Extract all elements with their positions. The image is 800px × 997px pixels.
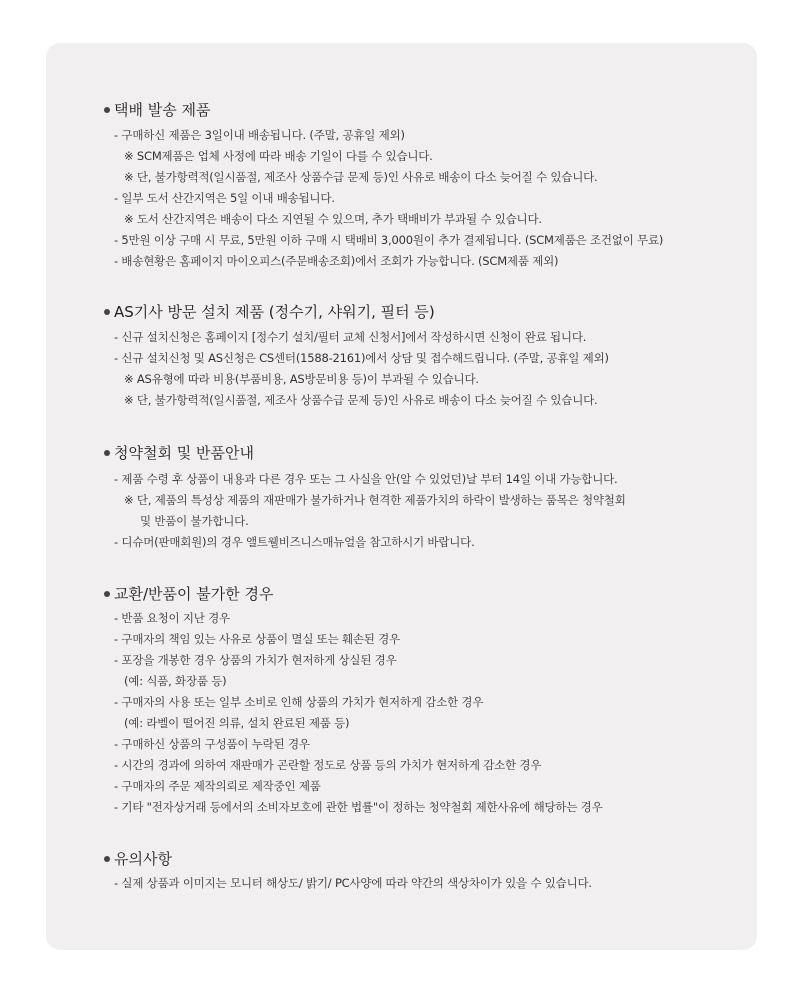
notice-line: - 반품 요청이 지난 경우 xyxy=(114,611,230,625)
notice-line: - 제품 수령 후 상품이 내용과 다른 경우 또는 그 사실을 안(알 수 있었던)날 부터 14일 이내 가능합니다. xyxy=(114,472,618,486)
notice-line: - 일부 도서 산간지역은 5일 이내 배송됩니다. xyxy=(114,191,335,205)
notice-line: - 구매하신 제품은 3일이내 배송됩니다. (주말, 공휴일 제외) xyxy=(114,128,405,142)
notice-line: ※ 단, 제품의 특성상 제품의 재판매가 불가하거나 현격한 제품가치의 하락이 발생하는 품목은 청약철회 xyxy=(124,493,626,507)
notice-line: ※ 단, 불가항력적(일시품절, 제조사 상품수급 문제 등)인 사유로 배송이 다소 늦어질 수 있습니다. xyxy=(124,393,598,407)
notice-card xyxy=(46,43,757,950)
bullet-icon xyxy=(104,309,110,315)
section-title: 택배 발송 제품 xyxy=(114,101,211,119)
notice-line: - 5만원 이상 구매 시 무료, 5만원 이하 구매 시 택배비 3,000원이 추가 결제됩니다. (SCM제품은 조건없이 무료) xyxy=(114,233,664,247)
notice-line: - 구매자의 주문 제작의뢰로 제작중인 제품 xyxy=(114,779,321,793)
notice-line: ※ SCM제품은 업체 사정에 따라 배송 기일이 다를 수 있습니다. xyxy=(124,149,433,163)
notice-line: - 배송현황은 홈페이지 마이오피스(주문배송조회)에서 조회가 가능합니다. (SCM제품 제외) xyxy=(114,254,559,268)
section-title: 교환/반품이 불가한 경우 xyxy=(114,585,274,603)
notice-line: (예: 식품, 화장품 등) xyxy=(124,674,227,688)
notice-line: - 시간의 경과에 의하여 재판매가 곤란할 정도로 상품 등의 가치가 현저하게 감소한 경우 xyxy=(114,758,542,772)
notice-line: - 신규 설치신청은 홈페이지 [정수기 설치/필터 교체 신청서]에서 작성하시면 신청이 완료 됩니다. xyxy=(114,330,587,344)
notice-line: - 디슈머(판매회원)의 경우 앨트웰비즈니스매뉴얼을 참고하시기 바랍니다. xyxy=(114,535,475,549)
notice-line: 및 반품이 불가합니다. xyxy=(140,514,249,528)
notice-line: - 포장을 개봉한 경우 상품의 가치가 현저하게 상실된 경우 xyxy=(114,653,397,667)
notice-line: - 기타 "전자상거래 등에서의 소비자보호에 관한 법률"이 정하는 청약철회 제한사유에 해당하는 경우 xyxy=(114,800,603,814)
notice-line: - 구매자의 책임 있는 사유로 상품이 멸실 또는 훼손된 경우 xyxy=(114,632,400,646)
notice-line: - 구매하신 상품의 구성품이 누락된 경우 xyxy=(114,737,310,751)
section-title: 청약철회 및 반품안내 xyxy=(114,444,254,462)
bullet-icon xyxy=(104,107,110,113)
notice-line: - 구매자의 사용 또는 일부 소비로 인해 상품의 가치가 현저하게 감소한 경우 xyxy=(114,695,484,709)
bullet-icon xyxy=(104,856,110,862)
section-title: 유의사항 xyxy=(114,850,172,868)
notice-line: - 신규 설치신청 및 AS신청은 CS센터(1588-2161)에서 상담 및 접수해드립니다. (주말, 공휴일 제외) xyxy=(114,351,609,365)
notice-line: (예: 라벨이 떨어진 의류, 설치 완료된 제품 등) xyxy=(124,716,350,730)
notice-line: ※ AS유형에 따라 비용(부품비용, AS방문비용 등)이 부과될 수 있습니다. xyxy=(124,372,479,386)
notice-line: ※ 도서 산간지역은 배송이 다소 지연될 수 있으며, 추가 택배비가 부과될 수 있습니다. xyxy=(124,212,542,226)
notice-line: - 실제 상품과 이미지는 모니터 해상도/ 밝기/ PC사양에 따라 약간의 색상차이가 있을 수 있습니다. xyxy=(114,876,592,890)
section-title: AS기사 방문 설치 제품 (정수기, 샤워기, 필터 등) xyxy=(114,303,435,321)
notice-line: ※ 단, 불가항력적(일시품절, 제조사 상품수급 문제 등)인 사유로 배송이 다소 늦어질 수 있습니다. xyxy=(124,170,598,184)
bullet-icon xyxy=(104,450,110,456)
bullet-icon xyxy=(104,591,110,597)
